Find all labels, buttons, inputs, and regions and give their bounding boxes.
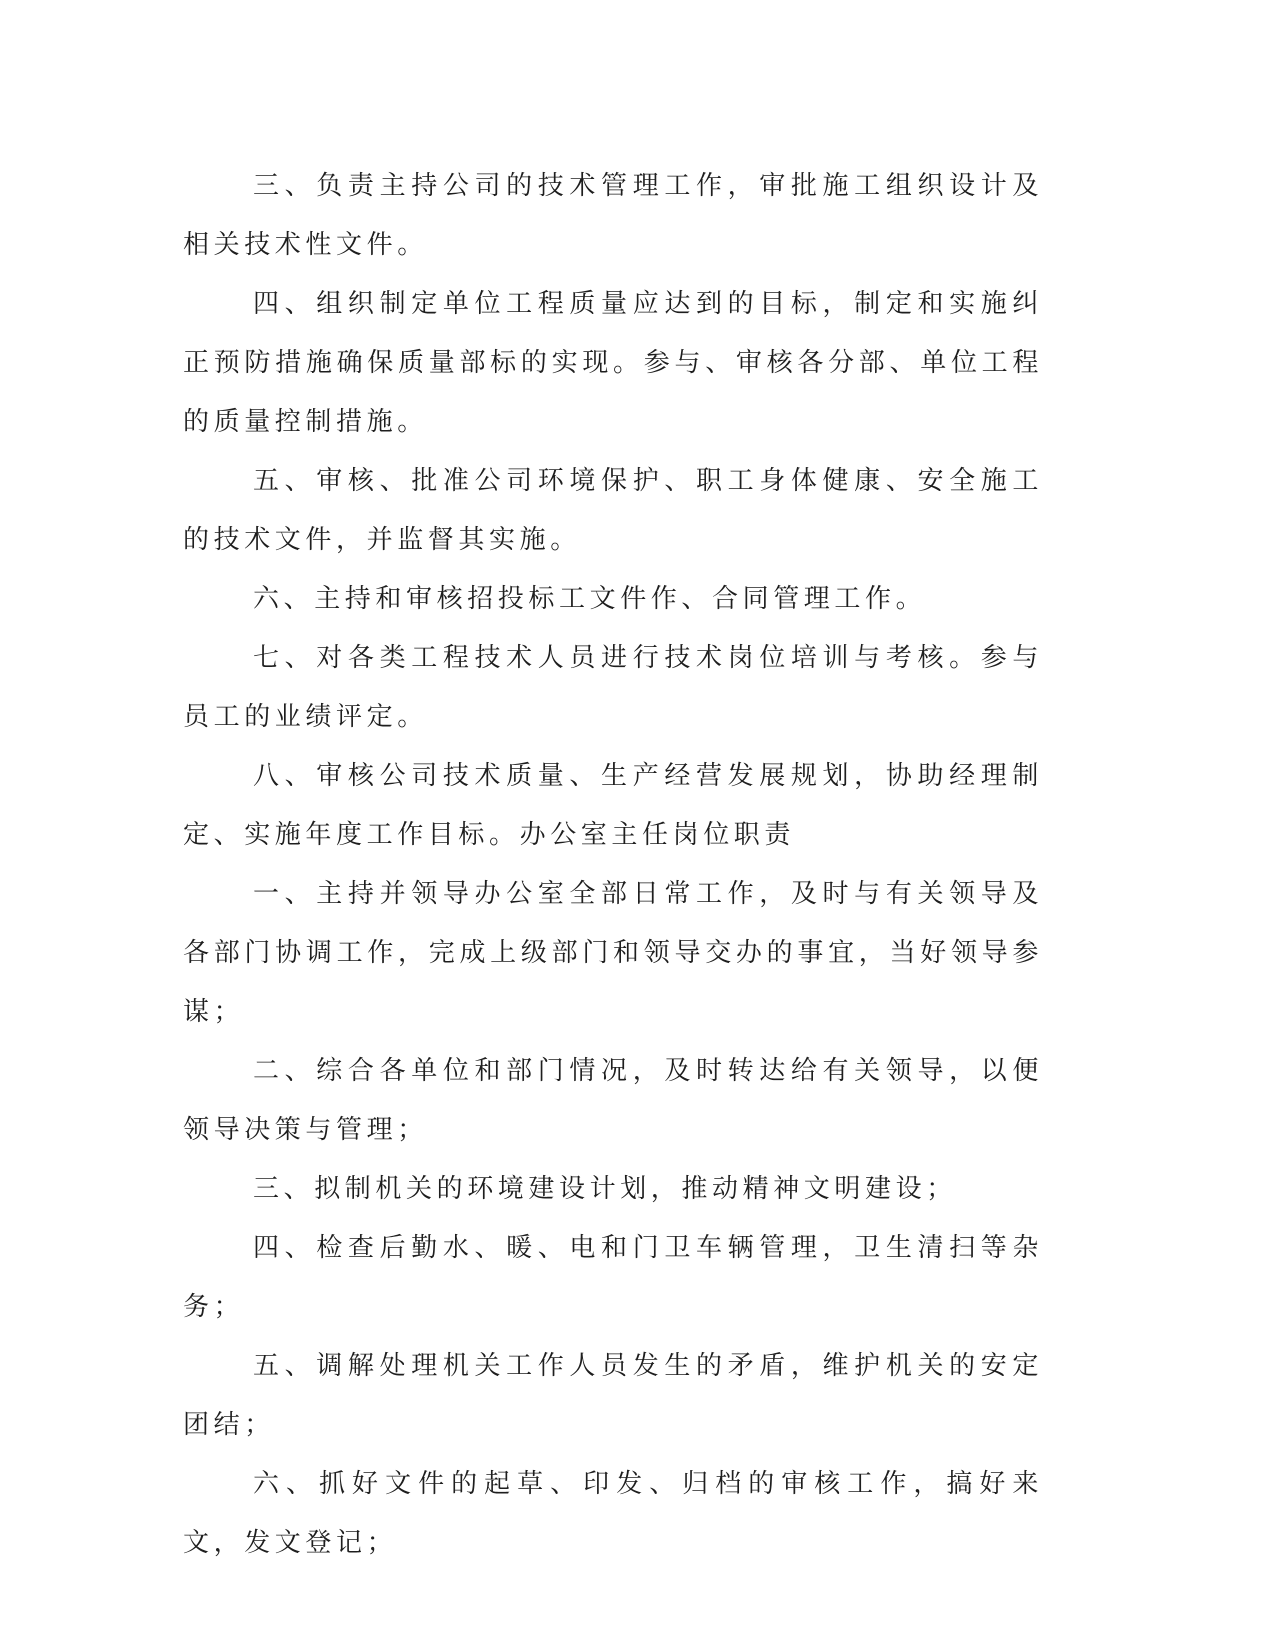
paragraph-environment-plan: 三、拟制机关的环境建设计划，推动精神文明建设；	[253, 1174, 957, 1204]
paragraph-environment-safety: 五、审核、批准公司环境保护、职工身体健康、安全施工的技术文件，并监督其实施。	[183, 466, 1043, 555]
paragraph-planning: 八、审核公司技术质量、生产经营发展规划，协助经理制定、实施年度工作目标。办公室主任岗位职责	[183, 761, 1043, 850]
paragraph-office-daily-work: 一、主持并领导办公室全部日常工作，及时与有关领导及各部门协调工作，完成上级部门和领导交办的事宜，当好领导参谋；	[183, 879, 1043, 1027]
paragraph-quality-targets: 四、组织制定单位工程质量应达到的目标，制定和实施纠正预防措施确保质量部标的实现。参与、审核各分部、单位工程的质量控制措施。	[183, 289, 1043, 437]
paragraph-information-relay: 二、综合各单位和部门情况，及时转达给有关领导，以便领导决策与管理；	[183, 1056, 1043, 1145]
paragraph-logistics: 四、检查后勤水、暖、电和门卫车辆管理，卫生清扫等杂务；	[183, 1233, 1043, 1322]
paragraph-conflict-resolution: 五、调解处理机关工作人员发生的矛盾，维护机关的安定团结；	[183, 1351, 1043, 1440]
paragraph-tech-management: 三、负责主持公司的技术管理工作，审批施工组织设计及相关技术性文件。	[183, 171, 1043, 260]
paragraph-bidding-contracts: 六、主持和审核招投标工文件作、合同管理工作。	[253, 584, 927, 614]
paragraph-document-handling: 六、抓好文件的起草、印发、归档的审核工作，搞好来文，发文登记；	[183, 1469, 1043, 1558]
paragraph-training: 七、对各类工程技术人员进行技术岗位培训与考核。参与员工的业绩评定。	[183, 643, 1043, 732]
document-body	[183, 157, 1043, 1573]
